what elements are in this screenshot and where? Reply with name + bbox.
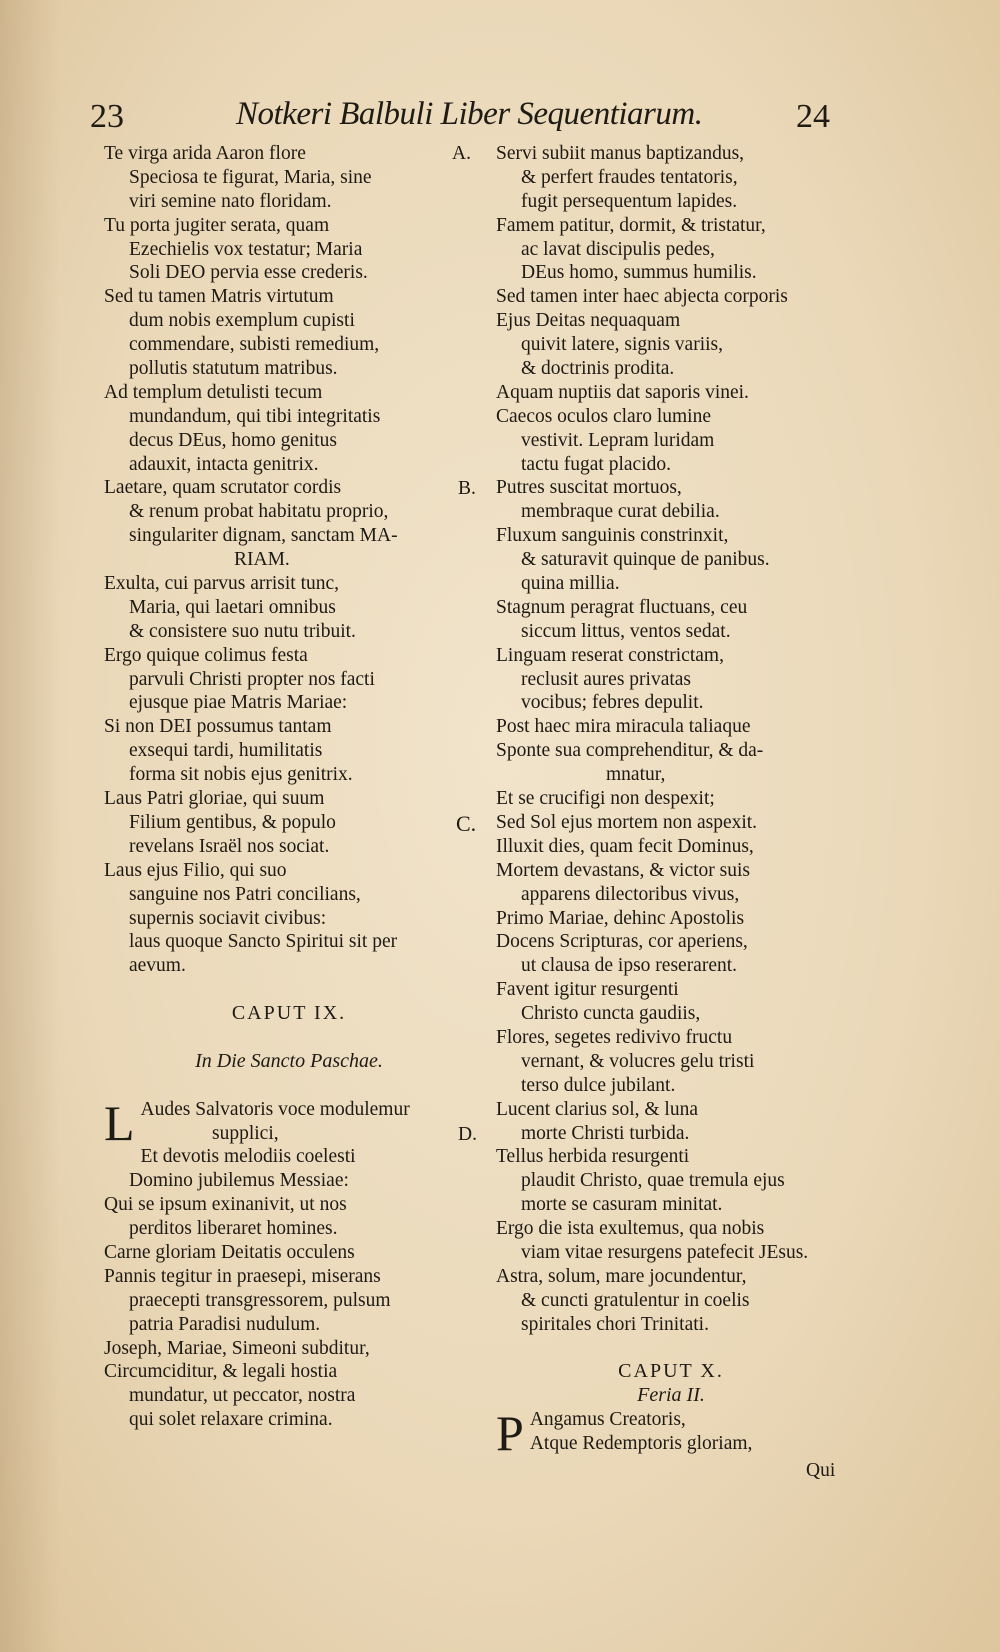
text-line: dum nobis exemplum cupisti <box>129 310 355 332</box>
text-line: Tellus herbida resurgenti <box>496 1146 690 1168</box>
catchword: Qui <box>806 1460 836 1481</box>
text-line: reclusit aures privatas <box>521 668 692 690</box>
left-column <box>104 142 477 1432</box>
text-line: Qui se ipsum exinanivit, ut nos <box>104 1194 347 1216</box>
text-line: Caecos oculos claro lumine <box>496 405 711 427</box>
text-line: sanguine nos Patri concilians, <box>129 883 361 905</box>
dropcap-block <box>496 1405 846 1462</box>
text-line: Circumciditur, & legali hostia <box>104 1361 338 1383</box>
drop-capital: P <box>496 1405 524 1462</box>
text-line: supernis sociavit civibus: <box>129 907 327 929</box>
text-line: Flores, segetes redivivo fructu <box>496 1026 733 1048</box>
text-line: exsequi tardi, humilitatis <box>129 740 323 762</box>
text-line: Stagnum peragrat fluctuans, ceu <box>496 596 748 618</box>
text-line: Pannis tegitur in praesepi, miserans <box>104 1265 381 1287</box>
running-title: Notkeri Balbuli Liber Sequentiarum. <box>236 96 703 132</box>
text-line: Sed tu tamen Matris virtutum <box>104 286 334 308</box>
text-line: tactu fugat placido. <box>521 453 671 475</box>
margin-letter-d: D. <box>458 1124 477 1145</box>
text-line: qui solet relaxare crimina. <box>129 1409 333 1431</box>
dropcap-block <box>104 1094 474 1151</box>
chapter-title: CAPUT X. <box>618 1360 724 1383</box>
text-line: singulariter dignam, sanctam MA- <box>129 525 398 547</box>
text-line: vernant, & volucres gelu tristi <box>521 1050 755 1072</box>
text-line: & saturavit quinque de panibus. <box>521 549 770 571</box>
chapter-subtitle: Feria II. <box>637 1384 705 1407</box>
text-line: Te virga arida Aaron flore <box>104 143 306 164</box>
text-line: Christo cuncta gaudiis, <box>521 1003 701 1025</box>
text-line: patria Paradisi nudulum. <box>129 1313 321 1335</box>
text-line: ejusque piae Matris Mariae: <box>129 692 348 714</box>
text-line: membraque curat debilia. <box>521 501 720 523</box>
text-line: apparens dilectoribus vivus, <box>521 883 740 905</box>
margin-letter-a: A. <box>452 143 471 164</box>
drop-capital: L <box>104 1094 135 1151</box>
text-line: Servi subiit manus baptizandus, <box>496 143 745 164</box>
text-line: Astra, solum, mare jocundentur, <box>496 1265 747 1287</box>
text-line: Favent igitur resurgenti <box>496 979 679 1001</box>
text-line: Docens Scripturas, cor aperiens, <box>496 931 748 953</box>
page-number-left: 23 <box>90 98 124 135</box>
text-line: parvuli Christi propter nos facti <box>129 668 375 690</box>
text-line: vestivit. Lepram luridam <box>521 429 715 451</box>
chapter-subtitle: In Die Sancto Paschae. <box>195 1049 383 1072</box>
text-line: Angamus Creatoris, <box>529 1409 686 1431</box>
text-line: Laetare, quam scrutator cordis <box>104 477 342 499</box>
text-line: Soli DEO pervia esse crederis. <box>129 262 368 284</box>
text-line: pollutis statutum matribus. <box>129 358 338 380</box>
text-line: adauxit, intacta genitrix. <box>129 453 319 475</box>
text-line: Aquam nuptiis dat saporis vinei. <box>496 381 749 403</box>
margin-letter-c: C. <box>456 811 477 836</box>
text-line: Atque Redemptoris gloriam, <box>529 1433 753 1455</box>
text-line: Maria, qui laetari omnibus <box>129 596 336 618</box>
text-line: commendare, subisti remedium, <box>129 334 380 356</box>
text-line: Ergo quique colimus festa <box>104 644 308 666</box>
text-line: Ezechielis vox testatur; Maria <box>129 238 363 260</box>
page-number-right: 24 <box>796 98 830 135</box>
text-line: vocibus; febres depulit. <box>521 692 704 714</box>
chapter-title: CAPUT IX. <box>231 1002 347 1025</box>
text-line: Sponte sua comprehenditur, & da- <box>496 740 764 762</box>
text-line: & cuncti gratulentur in coelis <box>521 1289 750 1311</box>
text-line: mnatur, <box>606 764 666 786</box>
text-line: Filium gentibus, & populo <box>129 811 336 833</box>
text-line: DEus homo, summus humilis. <box>521 262 757 284</box>
text-line: aevum. <box>129 955 186 977</box>
text-line: viri semine nato floridam. <box>129 190 332 212</box>
text-line: Lucent clarius sol, & luna <box>496 1098 698 1120</box>
text-line: quina millia. <box>521 573 620 595</box>
text-line: Sed tamen inter haec abjecta corporis <box>496 286 788 308</box>
running-header <box>0 96 1000 146</box>
text-line: & perfert fraudes tentatoris, <box>521 166 738 188</box>
text-line: terso dulce jubilant. <box>521 1074 676 1096</box>
text-line: morte se casuram minitat. <box>521 1194 723 1216</box>
text-line: forma sit nobis ejus genitrix. <box>129 764 353 786</box>
text-line: RIAM. <box>234 549 290 571</box>
text-line: viam vitae resurgens patefecit JEsus. <box>521 1241 809 1263</box>
text-line: supplici, <box>212 1122 279 1144</box>
text-line: perditos liberaret homines. <box>129 1218 338 1240</box>
text-line: Laus ejus Filio, qui suo <box>104 859 287 881</box>
text-line: praecepti transgressorem, pulsum <box>129 1289 391 1311</box>
text-line: quivit latere, signis variis, <box>521 334 724 356</box>
text-line: Laus Patri gloriae, qui suum <box>104 788 325 810</box>
text-line: Linguam reserat constrictam, <box>496 644 724 666</box>
text-line: & consistere suo nutu tribuit. <box>129 620 356 642</box>
text-line: Carne gloriam Deitatis occulens <box>104 1241 355 1263</box>
text-line: decus DEus, homo genitus <box>129 429 337 451</box>
text-line: Primo Mariae, dehinc Apostolis <box>496 907 745 929</box>
text-line: Mortem devastans, & victor suis <box>496 859 751 881</box>
text-line: Audes Salvatoris voce modulemur <box>140 1098 410 1120</box>
text-line: Et se crucifigi non despexit; <box>496 788 715 810</box>
text-line: morte Christi turbida. <box>521 1122 690 1144</box>
text-line: Et devotis melodiis coelesti <box>140 1146 356 1168</box>
text-line: Famem patitur, dormit, & tristatur, <box>496 214 766 236</box>
text-line: & renum probat habitatu proprio, <box>129 501 389 523</box>
text-line: Ejus Deitas nequaquam <box>496 310 681 332</box>
text-line: Ergo die ista exultemus, qua nobis <box>496 1218 765 1240</box>
text-line: Domino jubilemus Messiae: <box>129 1170 349 1192</box>
text-line: revelans Israël nos sociat. <box>129 835 330 857</box>
text-line: Fluxum sanguinis constrinxit, <box>496 525 729 547</box>
text-line: Si non DEI possumus tantam <box>104 716 332 738</box>
text-line: & doctrinis prodita. <box>521 358 675 380</box>
text-line: fugit persequentum lapides. <box>521 190 738 212</box>
text-line: spiritales chori Trinitati. <box>521 1313 709 1335</box>
text-line: Putres suscitat mortuos, <box>496 477 682 499</box>
text-line: ut clausa de ipso reserarent. <box>521 955 738 977</box>
text-line: plaudit Christo, quae tremula ejus <box>521 1170 785 1192</box>
margin-letter-b: B. <box>458 478 476 499</box>
text-line: Joseph, Mariae, Simeoni subditur, <box>104 1337 370 1359</box>
text-line: ac lavat discipulis pedes, <box>521 238 715 260</box>
text-line: Speciosa te figurat, Maria, sine <box>129 166 372 188</box>
text-line: Tu porta jugiter serata, quam <box>104 214 330 236</box>
text-line: Ad templum detulisti tecum <box>104 381 323 403</box>
text-line: Exulta, cui parvus arrisit tunc, <box>104 573 340 595</box>
text-line: siccum littus, ventos sedat. <box>521 620 731 642</box>
text-line: mundandum, qui tibi integritatis <box>129 405 381 427</box>
text-line: mundatur, ut peccator, nostra <box>129 1385 356 1407</box>
text-line: Illuxit dies, quam fecit Dominus, <box>496 835 754 857</box>
text-line: laus quoque Sancto Spiritui sit per <box>129 931 398 953</box>
right-column <box>496 142 846 1462</box>
text-line: Sed Sol ejus mortem non aspexit. <box>496 811 758 833</box>
text-line: Post haec mira miracula taliaque <box>496 716 751 738</box>
